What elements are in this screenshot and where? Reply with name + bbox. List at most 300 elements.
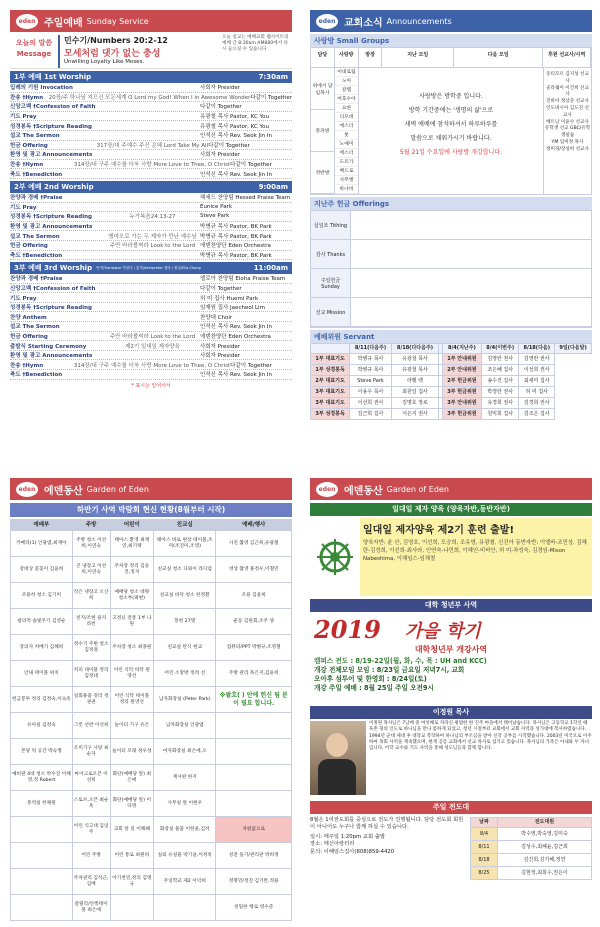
missionary-item: 동티모르 김지성 선교사 — [546, 72, 589, 84]
order-row — [10, 360, 292, 370]
offering-row — [311, 269, 591, 298]
order-row — [10, 93, 292, 103]
servant-cell: 3부 대표기도 — [311, 398, 350, 409]
fair-cell: 큰 냉장고 이선희,이연숙 — [72, 557, 110, 583]
order-item: 헌금 Offering — [10, 243, 48, 250]
worship-2-name: 2부 예배 2nd Worship — [14, 182, 94, 191]
discipleship-names: 양육자반: 윤 산, 김영호, 이선희, 도승희, 조유영, 유광철, 신건아 동반자반: 이엘바-조민상, 김혜란-김성희, 이선희-최사라, 인연숙-나민희, 이혜인-비비안, 허 미-차성숙, 김경임-Mison Nabeshima, 이채임스-임채철 — [363, 540, 587, 562]
leader-cell: 갈렙 — [335, 86, 358, 95]
fair-cell: 스토브,오븐 최순옥 — [72, 791, 110, 817]
fair-cell: 컴퓨터/PPT 박병규,조영철 — [216, 635, 292, 661]
fair-cell: 주방 청소 이선희,이연숙 — [72, 531, 110, 557]
sermon-title-ko: 모세처럼 댓가 없는 충성 — [64, 49, 161, 59]
order-row — [10, 303, 292, 313]
servant-cell: 김조은 집사 — [519, 409, 555, 420]
leader-cell: 바나바 — [335, 185, 358, 194]
order-row — [10, 284, 292, 294]
jd-cell: 김성수,최혜윤,김근희 — [497, 841, 591, 854]
order-leader: 인석신 목사 Rev. Seok Jin In — [200, 133, 273, 140]
servant-cell: 3부 대표기도 — [311, 387, 350, 398]
servant-cell: 최새미 집사 — [519, 376, 555, 387]
order-detail: 314장/내 구주 예수를 더욱 사랑 More Love to Thee, O Christ — [73, 162, 231, 169]
date-header: 8/4(이번주) — [482, 344, 519, 354]
worship-1-header — [10, 71, 292, 83]
fair-cell: 주방 관리 흑은지,김윤희 — [216, 661, 292, 687]
order-leader: 다같이 Together — [250, 94, 292, 101]
fair-cell — [11, 895, 73, 921]
detail-item: 문의: 이혜임스집사(808)859-4420 — [310, 848, 395, 855]
order-leader: Eunice Park — [200, 203, 233, 210]
notice-line: 사랑방은 방학중 입니다. — [419, 93, 483, 100]
garden-title-en: Garden of Eden — [86, 484, 149, 494]
fair-row — [11, 531, 292, 557]
servant-row — [311, 387, 592, 398]
leader-cell: 에스더 — [335, 122, 358, 131]
offering-label: 주일헌금 Sunday — [311, 269, 351, 297]
missionary-item: 정미경/장성희 선교사 — [546, 146, 589, 152]
fair-cell: 마이크로오븐 이선희 — [72, 765, 110, 791]
fair-row — [11, 661, 292, 687]
fair-cell: 그릇 선반 이선희 — [72, 713, 110, 739]
page-title-en: Sunday Service — [86, 16, 149, 26]
servant-row — [311, 354, 592, 365]
order-detail: 314장/내 구주 예수를 더욱 사랑 More Love to Thee, O Christ — [73, 362, 231, 369]
order-leader: 다같이 Together — [200, 285, 242, 292]
fair-cell: 영상 촬영 홍정우,이철민 — [216, 557, 292, 583]
order-item: 기도 Pray — [10, 114, 37, 121]
eden-logo-icon: eden — [16, 482, 38, 497]
small-groups-title: 사랑방 Small Groups — [310, 34, 592, 47]
worship-2-rows — [10, 193, 292, 260]
order-item: 찬양과 경배 †Praise — [10, 276, 63, 283]
fair-cell: 사무실 앞 이현우 — [154, 791, 216, 817]
schedule-line: 개강 주일 예배 : 8월 25일 주일 오전9시 — [314, 684, 434, 692]
order-item: 입례의 기원 Invocation — [10, 85, 73, 92]
fair-cell — [110, 895, 154, 921]
pastor-bio-bar: 이정원 목사 — [310, 706, 592, 719]
jd-col: 날짜 — [471, 818, 498, 828]
fair-cell — [11, 869, 73, 895]
fair-cell: 태아스 환영 최재연,최기택 — [110, 531, 154, 557]
missionaries-list — [543, 68, 591, 194]
fair-row — [11, 635, 292, 661]
fair-cell: 강대상 꽃꽂이 김윤희 — [11, 557, 73, 583]
servant-cell: 박병규 목사 — [350, 365, 392, 376]
servant-cell: 원익희 집사 — [482, 409, 519, 420]
servant-cell: 유광철 목사 — [391, 354, 438, 365]
fair-cell: 운동 김원회,조주 양 — [216, 609, 292, 635]
fair-row — [11, 843, 292, 869]
servant-cell: 3부 헌금위원 — [442, 409, 481, 420]
order-leader: 인석신 목사 Rev. Seok Jin In — [200, 372, 273, 379]
servant-cell: 송수진 집사 — [482, 376, 519, 387]
servant-cell: 서은지 권사 — [391, 409, 438, 420]
missionary-item: 진바아 정상준 선교사 — [546, 99, 589, 105]
opening-title: 대학청년부 개강사역 — [414, 645, 488, 654]
fair-cell — [154, 895, 216, 921]
evangelism-table — [470, 817, 592, 880]
worship-3-name: 3부 예배 3rd Worship — [14, 264, 93, 273]
order-row — [10, 112, 292, 122]
order-item: 축도 †Benediction — [10, 372, 63, 379]
missionary-item: 베트남 이윤수 선교사 — [546, 119, 589, 125]
date-header: 8/11(다음주) — [350, 344, 392, 354]
notice-line: 말씀으로 채워가시기 바랍니다. — [410, 135, 492, 142]
leader-cell: 이대로팀 — [335, 68, 358, 77]
jd-header — [471, 818, 592, 828]
worship-2-header — [10, 181, 292, 193]
jd-cell: 8/4 — [471, 828, 498, 841]
standing-footnote: * 표시는 일어서서 — [131, 382, 171, 389]
jd-cell: 8/18 — [471, 854, 498, 867]
order-item: 찬송 †Hymn — [10, 162, 44, 169]
college-ministry-bar: 대학 청년부 사역 — [310, 599, 592, 612]
evangelism-text: 8월은 1여전도회를 중심으로 전도가 진행됩니다. 담당 전도회 회원이 아니어도 누구나 함께 하실 수 있습니다. — [310, 817, 464, 831]
date-header: 8/4(지난주) — [442, 344, 481, 354]
discipleship-bar: 일대일 제자 양육 (양육자반,동반자반) — [310, 503, 592, 516]
fair-cell: ※왈호( ) 안에 헌신 팀 분이 필요 합니다. — [216, 687, 292, 713]
fair-cell: 조미기구 사탕 최순자 — [72, 739, 110, 765]
servant-cell: 최원일 집사 — [391, 387, 438, 398]
announcements-title-en: Announcements — [386, 16, 452, 26]
fair-cell: 유아실 김정숙 — [11, 713, 73, 739]
jd-row — [471, 841, 592, 854]
fair-row — [11, 895, 292, 921]
servant-cell: 조은혜 집사 — [482, 365, 519, 376]
fair-cell: 정명민/정진 김기완,정용 — [216, 869, 292, 895]
jd-cell: 박수영,박숙영,김미숙 — [497, 828, 591, 841]
blank-cell — [311, 344, 350, 354]
fair-row — [11, 687, 292, 713]
order-item: 찬송 †Hymn — [10, 362, 44, 369]
small-groups-zones — [311, 68, 335, 194]
missionary-item: YM 임미정 목사 — [551, 139, 584, 145]
leader-cell: 에스더 — [335, 149, 358, 158]
fair-cell: 친지/조현 용지 라빈 — [72, 609, 110, 635]
leader-cell: 베드로 — [335, 167, 358, 176]
table-header: 사랑방 — [335, 48, 359, 67]
fair-cell: 주차장 정리 김승진,정지 — [110, 557, 154, 583]
ministry-fair-table — [10, 519, 292, 921]
sermon-title-en: Unwilling Loyalty Like Moses. — [64, 59, 145, 65]
table-header: 지난 모임 — [382, 48, 453, 67]
worship-3-time: 11:00am — [253, 264, 288, 273]
leader-cell: 여호수아 — [335, 95, 358, 104]
servant-cell: 3부 성경봉독 — [311, 409, 350, 420]
order-leader: 박병규 목사 Pastor, BK Park — [200, 233, 272, 240]
fair-cell — [11, 817, 73, 843]
table-header: 다음 모임 — [454, 48, 543, 67]
order-item: 성경봉독 †Scripture Reading — [10, 123, 92, 130]
order-row — [10, 322, 292, 332]
order-detail: 제2기 일대일 제자양육 — [125, 343, 180, 350]
fair-cell: 자원없으로 — [216, 817, 292, 843]
year-label: 2019 — [314, 615, 381, 644]
order-item: 설교 The Sermon — [10, 324, 60, 331]
date-header: 8/18(다음) — [519, 344, 555, 354]
fair-row — [11, 557, 292, 583]
fair-cell: 친교실 청소 디와이 라디엄 — [154, 557, 216, 583]
fair-cell: 놀이터 기구 유은 — [110, 713, 154, 739]
offering-label: 감사 Thanks — [311, 240, 351, 268]
discipleship-box — [310, 518, 592, 596]
opening-schedule — [314, 657, 588, 693]
order-leader: 박병규 목사 Pastor, BK Park — [200, 252, 272, 259]
fair-cell: 주차장 청소 최종원 — [110, 635, 154, 661]
order-leader: 에덴찬양단 Eden Orchestra — [200, 243, 271, 250]
announcements-title: 교회소식 — [344, 17, 383, 29]
discipleship-title: 일대일 제자양육 제2기 훈련 출발! — [363, 525, 515, 536]
zone-label: 정반방 — [311, 152, 334, 194]
offering-row — [311, 211, 591, 240]
servant-cell: 유경희 권사 — [482, 398, 519, 409]
missionary-item: 골라웨이 이건희 선교사 — [546, 85, 589, 98]
fair-cell: 화단(예배당 앞) 최은애 — [110, 765, 154, 791]
announcements-panel — [310, 10, 592, 456]
order-leader: 찬양대 Choir — [200, 314, 233, 321]
jd-row — [471, 867, 592, 880]
order-item: 설교 The Sermon — [10, 233, 60, 240]
fair-cell — [216, 765, 292, 791]
offerings-title: 지난주 헌금 Offerings — [310, 197, 592, 210]
order-detail: 누가복음24:13-27 — [129, 214, 176, 221]
servant-row — [311, 376, 592, 387]
order-leader: 사회자 Presider — [200, 85, 240, 92]
order-item: 찬양 Anthem — [10, 314, 47, 321]
fair-cell: 남자화장실 (Peter Park) — [154, 687, 216, 713]
fair-cell: 어린 소망방 정려 선 — [154, 661, 216, 687]
fair-cell: 어린 통로 최원희 — [110, 843, 154, 869]
order-leader: 에덴찬양단 Eden Orchestra — [200, 333, 271, 340]
fair-cell — [216, 791, 292, 817]
offering-label: 선교 Mission — [311, 298, 351, 326]
order-item: 기도 Pray — [10, 295, 37, 302]
jd-row — [471, 854, 592, 867]
fair-cell: 안내 테이블 위치 — [11, 661, 73, 687]
order-row — [10, 131, 292, 141]
order-item: 성경봉독 †Scripture Reading — [10, 214, 92, 221]
offering-row — [311, 298, 591, 327]
fair-header — [11, 520, 292, 531]
pastor-bio-text: 이정원 목사님은 7남매 중 여섯째로 자라신 평범한 한 진주 마을에서 태어났습니다. 목사님은 고등학교 1학년 때 육촌 형의 인도로 하나님을 만나 몸하게 되었고, 청년 시절부터 교회에서 교회 사역과 성가대에 복사하였습니다. 1994년 군대 제대 후 대학교 복학하여 하나님의 부르심을 받아 신학 공부를 시작했습니다. 2003년 미국으로 이주하여 목회 사역을 계속했으며, 현재 공릉 교회에서 선교 목사로 섬기고 있습니다. 목사님의 가족은 아내와 두 자녀입니다. 어학 교수와 기도 사역을 통해 성도님들과 함께 합니다. — [369, 721, 592, 752]
offerings-table — [310, 210, 592, 328]
servant-cell: 3부 안내위원 — [442, 398, 481, 409]
order-row — [10, 231, 292, 241]
garden-news-title-en: Garden of Eden — [386, 484, 449, 494]
worship-2-time: 9:00am — [258, 182, 288, 191]
fair-cell: 성전 돌기/관리관 박희정 — [216, 843, 292, 869]
fair-row — [11, 791, 292, 817]
servant-cell: 3부 헌금위원 — [442, 387, 481, 398]
leader-cell: 노아 — [335, 77, 358, 86]
offering-row — [311, 240, 591, 269]
sunday-service-header — [10, 10, 292, 32]
order-leader: 다같이 Together — [208, 142, 250, 149]
sunday-service-panel — [10, 10, 292, 456]
order-item: 환영 및 광고 Announcements — [10, 353, 93, 360]
order-row — [10, 160, 292, 170]
order-item: 찬송 †Hymn — [10, 94, 44, 101]
order-leader: 다같이 Together — [230, 162, 272, 169]
fair-row — [11, 817, 292, 843]
order-leader: 엘로아 찬양팀 Eloha Praise Team — [200, 276, 286, 283]
servant-cell: 이선희 권사 — [519, 365, 555, 376]
evangelism-bar: 주일 전도대 — [310, 801, 592, 814]
notice-line: 5월 21일 수요일에 사랑방 개강합니다. — [399, 149, 503, 156]
notice-line: 새벽 예배에 참석하셔서 하루하루를 — [404, 121, 498, 128]
worship-1-name: 1부 예배 1st Worship — [14, 73, 92, 81]
servant-cell: 2부 헌금위원 — [442, 376, 481, 387]
fair-row — [11, 609, 292, 635]
jd-cell: 김진희,김기혜,정연 — [497, 854, 591, 867]
fair-cell: 갈릴리/안쪽테이블 최은애 — [72, 895, 110, 921]
garden-of-eden-news-panel — [310, 478, 592, 918]
order-row — [10, 102, 292, 112]
order-row — [10, 193, 292, 203]
fair-col-header: 예배/행사 — [216, 520, 292, 531]
fair-cell: 장의자 커베기 김혜희 — [11, 635, 73, 661]
leader-cell: 요한 — [335, 104, 358, 113]
order-item: 기도 Pray — [10, 204, 37, 211]
order-leader: 인석신 목사 Rev. Seok Jin In — [200, 171, 273, 178]
fair-row — [11, 739, 292, 765]
order-detail: 317장/내 주예수 주신 은혜 Lord Take My All — [96, 142, 209, 149]
jd-row — [471, 828, 592, 841]
servant-cell: 김영란 권사 — [519, 354, 555, 365]
servant-cell: 김영란 권사 — [482, 354, 519, 365]
fair-cell: 계시판 한지 — [154, 765, 216, 791]
servant-cell: 2부 안내위원 — [442, 365, 481, 376]
order-row — [10, 212, 292, 222]
order-item: 환영 및 광고 Announcements — [10, 152, 93, 159]
servant-cell: 허 미 집사 — [519, 387, 555, 398]
fair-cell: 실외 유실물 박기윤,이정옥 — [154, 843, 216, 869]
table-header: 후원 선교사/사역 — [543, 48, 591, 67]
order-leader: 유광철 목사 Pastor, KC You — [200, 123, 270, 130]
motto-label-ko: 오늘의 말씀 — [15, 39, 53, 47]
fair-cell: 친밀한 행로 영수준 — [216, 895, 292, 921]
detail-item: 장소: 매신아랑터리 — [310, 841, 355, 848]
order-leader: 사회자 Presider — [200, 353, 240, 360]
pastor-bio-box — [310, 721, 592, 799]
fair-col-header: 예배부 — [11, 520, 73, 531]
fair-cell: 예배당 청소 대략 청소부(최현) — [110, 583, 154, 609]
fair-cell: 커피 테이블 정리 김정대 — [72, 661, 110, 687]
servant-cell: 박정란 권사 — [482, 387, 519, 398]
servant-row — [311, 365, 592, 376]
message-box — [10, 35, 292, 69]
small-groups-leaders — [335, 68, 359, 194]
fair-cell: 교회 앞 길 이해헤 — [110, 817, 154, 843]
fair-col-header: 어린이 — [110, 520, 154, 531]
page-title: 주일예배 — [44, 17, 83, 29]
order-item: 설교 The Sermon — [10, 133, 60, 140]
order-row — [10, 141, 292, 151]
fair-cell: 조용히 청소 김기미 — [11, 583, 73, 609]
servant-cell: 이선희 권사 — [350, 398, 392, 409]
fair-cell: 고정닌 전통 1부 나원 — [110, 609, 154, 635]
order-row — [10, 203, 292, 213]
fair-cell: 작은 냉장고 오산희 — [72, 583, 110, 609]
order-row — [10, 351, 292, 361]
table-header: 담당 — [311, 48, 335, 67]
servant-cell: 김근희 집사 — [350, 409, 392, 420]
order-row — [10, 121, 292, 131]
eden-logo-icon: eden — [316, 482, 338, 497]
leader-cell: 룻 — [335, 131, 358, 140]
jd-cell: 8/25 — [471, 867, 498, 880]
order-item: 축도 †Benediction — [10, 171, 63, 178]
scripture-ref: 민수기/Numbers 20:2-12 — [64, 36, 168, 45]
schedule-line: 개강 전체모임 모임 : 8/23일 금요일 저녁7시, 교회 — [314, 666, 465, 674]
order-row — [10, 293, 292, 303]
order-item: 헌금 Offering — [10, 142, 48, 149]
order-leader: Steve Park — [200, 213, 230, 220]
fair-cell: 일회용품 정리 정권권 — [72, 687, 110, 713]
order-row — [10, 341, 292, 351]
fair-cell: 주일학교 제2 이덕희 — [154, 869, 216, 895]
fair-cell: 태아스 바로 현장 테이블,조미(조진미,조영) — [154, 531, 216, 557]
evangelism-details — [310, 834, 466, 856]
listen-note: 오늘 설교는 예배교회 웹사이트의 예배 글 8:30am AM880에서 다시 들으실 수 있습니다. — [222, 35, 289, 52]
servant-cell: 박병규 목사 — [350, 354, 392, 365]
fair-cell: 정수기 주변 청소 김정권 — [72, 635, 110, 661]
fair-row — [11, 713, 292, 739]
order-detail: 주만 바라볼찌라 Look to the Lord — [109, 333, 196, 340]
eden-logo-icon: eden — [16, 14, 38, 29]
fair-col-header: 친교실 — [154, 520, 216, 531]
small-groups-table — [310, 47, 592, 195]
order-item: 출발식 Starting Ceremony — [10, 343, 87, 350]
garden-header — [10, 478, 292, 500]
order-row — [10, 241, 292, 251]
jd-cell: 8/11 — [471, 841, 498, 854]
fair-cell — [11, 843, 73, 869]
order-item: 신앙고백 †Confession of Faith — [10, 285, 96, 292]
fair-cell: 주차관리 김석근,김배 — [72, 869, 110, 895]
motto-label-en: Message — [16, 50, 52, 58]
worship-3-translator: 번역/Translator 허찬미 / 통역/Interpreter 엘라 / 힐링/Ella Chong — [96, 265, 201, 270]
fair-cell: 창의적 솔빛주기 김영순 — [11, 609, 73, 635]
zone-label: 풍파방 — [311, 110, 334, 152]
leader-cell: 사무엘 — [335, 176, 358, 185]
order-item: 신앙고백 †Confession of Faith — [10, 104, 96, 111]
order-leader: 유광철 목사 Pastor, KC You — [200, 114, 270, 121]
fair-cell: 본당 뒤 공간 박숙명 — [11, 739, 73, 765]
garden-news-header — [310, 478, 592, 500]
announcements-header — [310, 10, 592, 32]
fair-cell: 친교실 탄식 현교 — [154, 635, 216, 661]
fair-col-header: 주방 — [72, 520, 110, 531]
fair-row — [11, 765, 292, 791]
order-row — [10, 274, 292, 284]
jd-col: 전도대원 — [497, 818, 591, 828]
order-detail: 20장/주 하나님 지으신 모든세계 O Lord my God! When I in Awesome Wonder — [48, 94, 251, 101]
order-item: 찬양과 경배 †Praise — [10, 195, 63, 202]
date-header: 9일(다음달) — [555, 344, 592, 354]
order-row — [10, 332, 292, 342]
order-item: 축도 †Benediction — [10, 252, 63, 259]
fair-cell: 어린 식탁 테이블 정리 원영선 — [110, 687, 154, 713]
fair-cell: 봉헌 27명 — [154, 609, 216, 635]
order-item: 성경봉독 †Scripture Reading — [10, 305, 92, 312]
leader-cell: 노예미 — [335, 140, 358, 149]
detail-item: 일시: 매주일 1:20pm 교회 출발 — [310, 833, 385, 840]
servant-row — [311, 398, 592, 409]
order-item: 헌금 Offering — [10, 333, 48, 340]
fair-cell: 카메라(1) 인광엽,최재아 — [11, 531, 73, 557]
ship-wheel-icon — [310, 518, 360, 596]
